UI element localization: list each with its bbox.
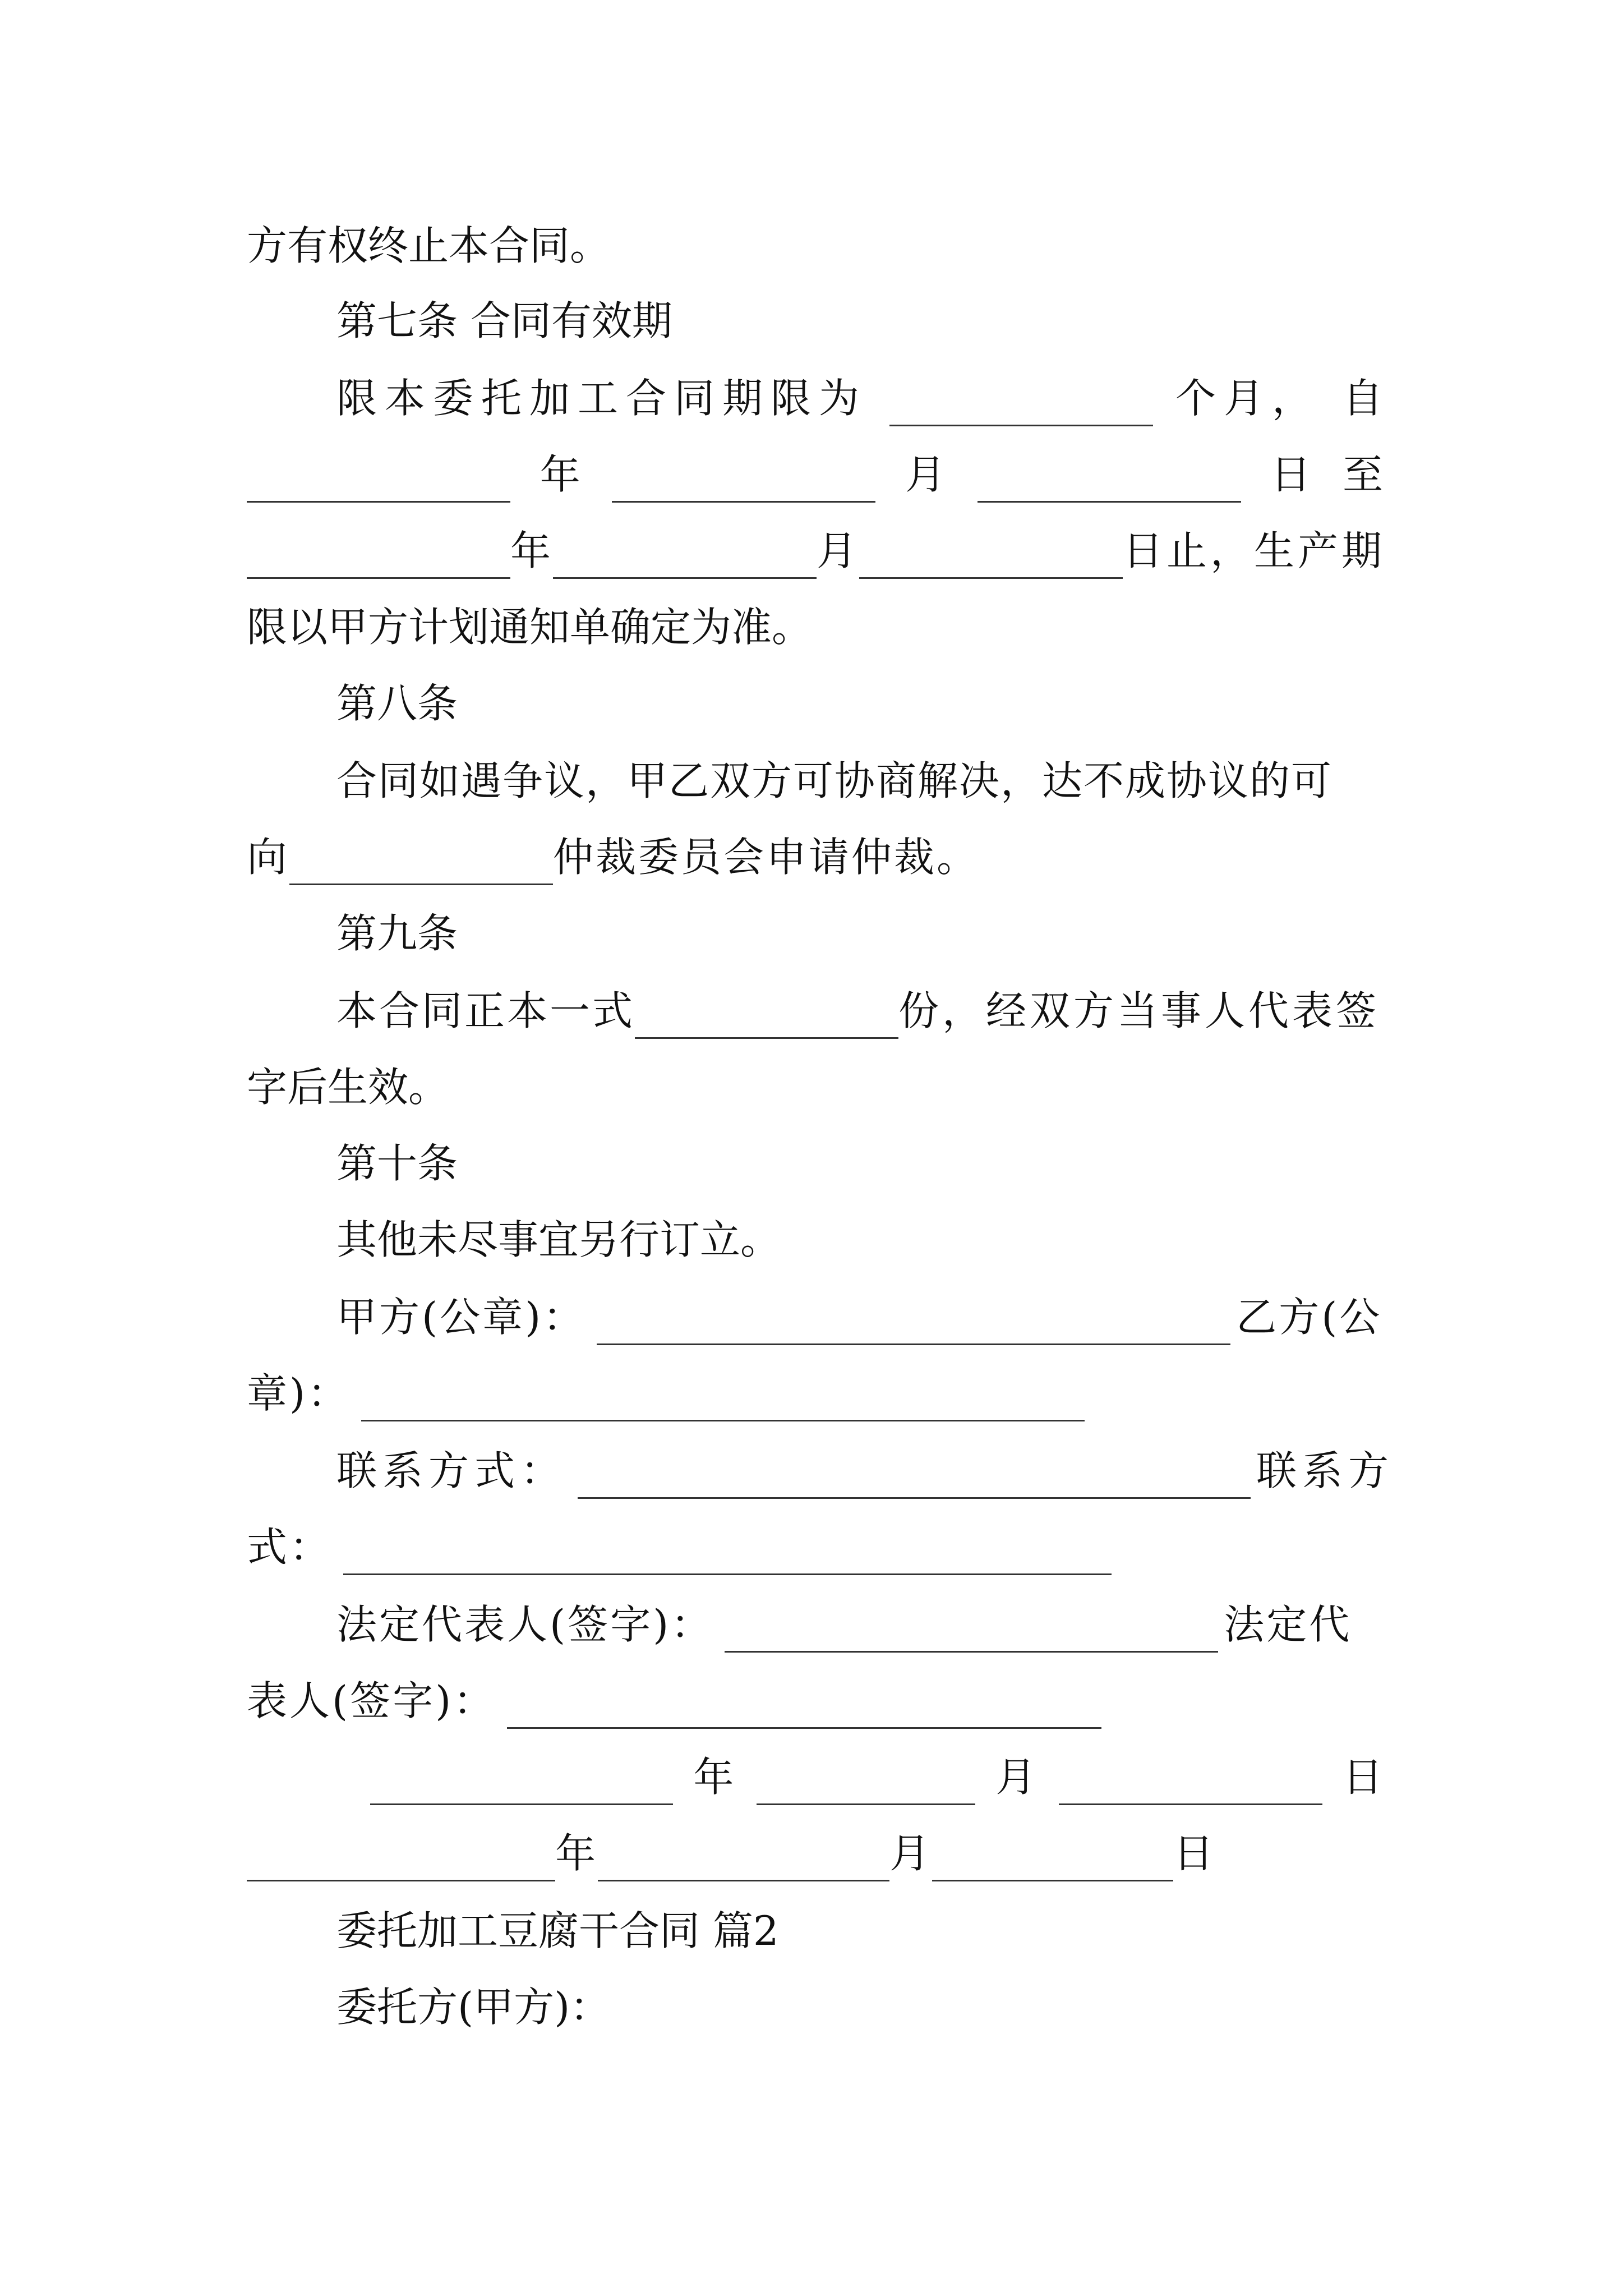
fill-blank: [247, 466, 510, 503]
text-segment: 日: [1270, 451, 1313, 498]
text-segment: 年: [540, 451, 583, 498]
text-segment: 月: [995, 1754, 1039, 1801]
text-segment: 月: [905, 451, 948, 498]
text-line: 字后生效。: [247, 1064, 449, 1111]
fill-blank: [247, 1845, 555, 1881]
fill-blank: [289, 849, 553, 885]
fill-blank: [932, 1845, 1173, 1881]
fill-blank: [978, 466, 1241, 503]
fill-blank: [598, 1845, 889, 1881]
text-line: [247, 523, 1385, 579]
text-line: [336, 370, 1385, 426]
text-line: 其他未尽事宜另行订立。: [336, 1216, 781, 1263]
text-segment: 表人(签字)：: [247, 1677, 496, 1724]
date-line: [247, 1825, 1385, 1881]
text-segment: 月: [889, 1830, 933, 1877]
text-segment: 式：: [247, 1524, 333, 1571]
fill-blank: [553, 542, 817, 579]
text-segment: 本合同正本一式: [336, 987, 635, 1034]
text-segment: 法定代: [1224, 1601, 1352, 1648]
fill-blank: [507, 1692, 1101, 1729]
text-segment: 个月，: [1175, 375, 1320, 422]
text-segment: 至: [1342, 451, 1385, 498]
text-line: [336, 983, 1385, 1039]
article-heading: 第九条: [336, 910, 458, 957]
fill-blank: [757, 1769, 975, 1805]
text-segment: 日: [1342, 1754, 1385, 1801]
text-segment: 月: [817, 527, 860, 574]
fill-blank: [578, 1462, 1251, 1499]
text-line: 委托方(甲方)：: [336, 1984, 611, 2031]
article-heading: 第十条: [336, 1140, 458, 1187]
signature-line: [247, 1519, 1385, 1575]
text-segment: 甲方(公章)：: [336, 1294, 586, 1341]
fill-blank: [343, 1539, 1112, 1575]
date-line: [370, 1749, 1385, 1805]
text-segment: 年: [693, 1754, 736, 1801]
text-segment: 乙方(公: [1236, 1294, 1382, 1341]
fill-blank: [1059, 1769, 1322, 1805]
text-line: 方有权终止本合同。: [247, 222, 611, 269]
signature-line: [336, 1289, 1385, 1345]
text-segment: 联系方: [1256, 1447, 1395, 1494]
text-segment: 联系方式：: [336, 1447, 567, 1494]
text-segment: 限本委托加工合同期限为: [336, 375, 868, 422]
article-heading: 第八条: [336, 680, 458, 727]
signature-line: [336, 1443, 1395, 1499]
fill-blank: [859, 542, 1123, 579]
signature-line: [247, 1673, 1385, 1729]
text-segment: 法定代表人(签字)：: [336, 1601, 714, 1648]
text-line: [247, 447, 1385, 503]
signature-line: [336, 1596, 1385, 1653]
text-segment: 年: [555, 1830, 598, 1877]
text-line: 限以甲方计划通知单确定为准。: [247, 604, 813, 651]
text-line: [247, 829, 1385, 885]
fill-blank: [889, 390, 1153, 426]
fill-blank: [361, 1385, 1085, 1421]
fill-blank: [635, 1002, 898, 1039]
fill-blank: [612, 466, 875, 503]
fill-blank: [370, 1769, 673, 1805]
section-heading: 委托加工豆腐干合同 篇2: [336, 1907, 779, 1954]
text-segment: 日止，生产期: [1123, 527, 1386, 574]
text-segment: 年: [510, 527, 554, 574]
text-segment: 章)：: [247, 1370, 351, 1417]
fill-blank: [247, 542, 510, 579]
text-segment: 向: [247, 834, 290, 881]
text-segment: 日: [1173, 1830, 1216, 1877]
text-line: 合同如遇争议，甲乙双方可协商解决，达不成协议的可: [336, 757, 1333, 804]
signature-line: [247, 1365, 1385, 1421]
text-segment: 份，经双方当事人代表签: [898, 987, 1380, 1034]
text-segment: 自: [1342, 375, 1385, 422]
fill-blank: [725, 1616, 1218, 1653]
article-heading: 第七条 合同有效期: [336, 297, 672, 344]
fill-blank: [597, 1309, 1230, 1345]
text-segment: 仲裁委员会申请仲裁。: [553, 834, 980, 881]
